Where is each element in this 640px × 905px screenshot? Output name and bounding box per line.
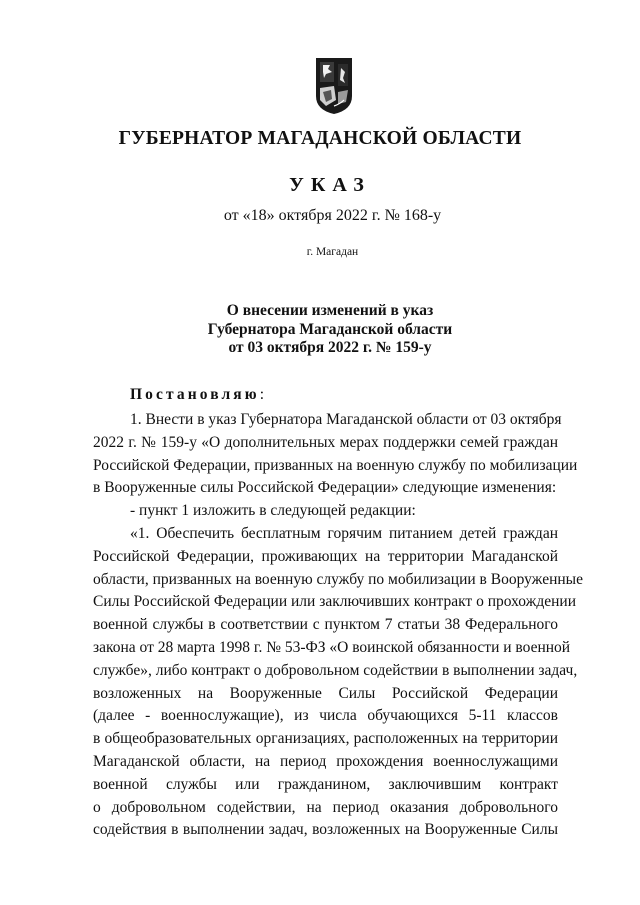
document-subject [0,302,640,358]
body-line: закона от 28 марта 1998 г. № 53-ФЗ «О воинской обязанности и военной [93,638,571,656]
body-line: Российской Федерации, призванных на военную службу по мобилизации [93,456,578,474]
body-line: Российской Федерации, проживающих на территории Магаданской [93,547,558,565]
document-city: г. Магадан [306,246,359,258]
document-date-number: от «18» октября 2022 г. № 168-у [223,207,442,224]
body-line: 2022 г. № 159-у «О дополнительных мерах поддержки семей граждан [93,433,558,451]
body-line: в общеобразовательных организациях, расположенных на территории [93,730,558,748]
body-line: в Вооруженные силы Российской Федерации» следующие изменения: [93,479,557,497]
organization-title: ГУБЕРНАТОР МАГАДАНСКОЙ ОБЛАСТИ [118,128,522,149]
document-body [93,409,583,842]
body-line: (далее - военнослужащие), из числа обучающихся 5-11 классов [93,707,558,725]
body-line: военной службы или гражданином, заключившим контракт [93,775,558,793]
document-type: УКАЗ [289,174,371,196]
body-line: военной службы в соответствии с пунктом 7 статьи 38 Федерального [93,616,558,634]
body-line: службе», либо контракт о добровольном содействии в выполнении задач, [93,661,578,679]
subject-line: О внесении изменений в указ [226,302,434,319]
decree-word: Постановляю: [130,386,268,403]
body-line: о добровольном содействии, на период оказания добровольного [93,798,558,816]
body-line: Силы Российской Федерации или заключивших контракт о прохождении [93,593,576,611]
body-line: - пункт 1 изложить в следующей редакции: [130,502,416,520]
body-line: области, призванных на военную службу по мобилизации в Вооруженные [93,570,583,588]
subject-line: от 03 октября 2022 г. № 159-у [228,339,432,356]
body-line: Магаданской области, на период прохождения военнослужащими [93,752,558,770]
body-line: 1. Внести в указ Губернатора Магаданской области от 03 октября [130,411,562,428]
body-line: «1. Обеспечить бесплатным горячим питанием детей граждан [130,524,558,542]
subject-line: Губернатора Магаданской области [207,320,453,338]
body-line: возложенных на Вооруженные Силы Российской Федерации [93,684,558,702]
body-line: содействия в выполнении задач, возложенных на Вооруженные Силы [93,821,558,839]
magadan-coat-of-arms-icon [314,56,354,116]
